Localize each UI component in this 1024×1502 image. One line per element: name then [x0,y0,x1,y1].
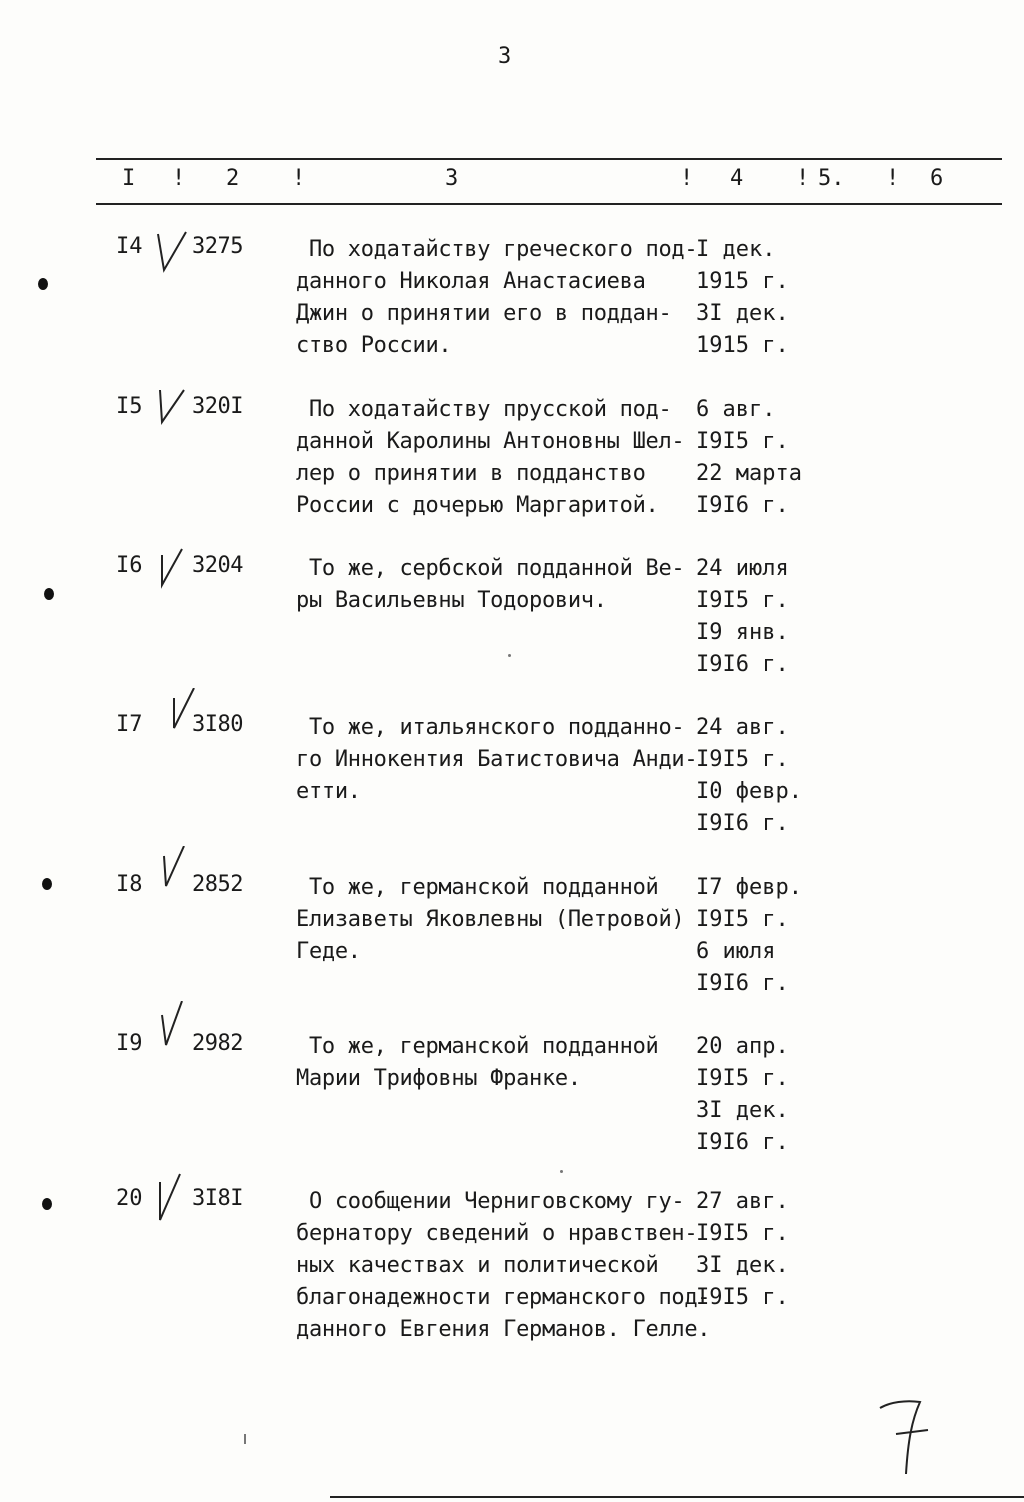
punch-hole [38,278,48,290]
entry-description: То же, германской подданной Марии Трифовны Франке. [296,1034,659,1091]
entry-number: I4 [116,234,143,259]
check-mark-icon [150,226,196,288]
entry-dates: 24 авг. I9I5 г. I0 февр. I9I6 г. [696,715,802,836]
punch-hole [44,588,54,600]
entry-dates: 6 авг. I9I5 г. 22 марта I9I6 г. [696,397,802,518]
handwritten-sheet-number [868,1390,938,1480]
entry-number: I6 [116,553,143,578]
file-number: 2982 [192,1031,243,1056]
entry-number: I5 [116,394,143,419]
file-number: 3204 [192,553,243,578]
header-col2: 2 [226,166,240,191]
header-sep4: ! [796,166,810,191]
entry-description: То же, германской подданной Елизаветы Яковлевны (Петровой) Геде. [296,875,685,964]
header-col5: 5. [818,166,845,191]
page-number: 3 [498,44,512,69]
file-number: 3I80 [192,712,243,737]
entry-number: I9 [116,1031,143,1056]
entry-dates: 27 авг. I9I5 г. 3I дек. I9I5 г. [696,1189,789,1310]
header-sep1: ! [172,166,186,191]
entry-number: I7 [116,712,143,737]
entry-dates: I дек. 1915 г. 3I дек. 1915 г. [696,237,789,358]
check-mark-icon [150,1172,196,1234]
entry-description: По ходатайству прусской под- данной Каролины Антоновны Шел- лер о принятии в подданство России с дочерью Маргаритой. [296,397,685,518]
check-mark-icon [150,545,196,607]
header-sep5: ! [886,166,900,191]
entry-dates: I7 февр. I9I5 г. 6 июля I9I6 г. [696,875,802,996]
header-bottom-rule [96,203,1002,205]
header-col6: 6 [930,166,944,191]
punch-hole [42,878,52,890]
speck [244,1434,246,1444]
header-col3: 3 [445,166,459,191]
entry-number: I8 [116,872,143,897]
punch-hole [42,1198,52,1210]
entry-number: 20 [116,1186,143,1211]
speck [508,654,511,657]
header-col1: I [122,166,136,191]
header-sep3: ! [680,166,694,191]
entry-description: О сообщении Черниговскому гу- бернатору сведений о нравствен- ных качествах и политической благонадежности германского под- данного Евгения Германов. Гелле. [296,1189,711,1342]
entry-description: По ходатайству греческого под- данного Николая Анастасиева Джин о принятии его в поддан- ство России. [296,237,698,358]
speck [560,1170,563,1173]
entry-dates: 20 апр. I9I5 г. 3I дек. I9I6 г. [696,1034,789,1155]
entry-description: То же, итальянского подданно- го Иннокентия Батистовича Анди- етти. [296,715,698,804]
entry-dates: 24 июля I9I5 г. I9 янв. I9I6 г. [696,556,789,677]
bottom-edge-rule [330,1496,1024,1498]
file-number: 2852 [192,872,243,897]
header-col4: 4 [730,166,744,191]
file-number: 320I [192,394,243,419]
header-sep2: ! [292,166,306,191]
entry-description: То же, сербской подданной Ве- ры Васильевны Тодорович. [296,556,685,613]
check-mark-icon [150,386,196,448]
header-top-rule [96,158,1002,160]
file-number: 3275 [192,234,243,259]
file-number: 3I8I [192,1186,243,1211]
